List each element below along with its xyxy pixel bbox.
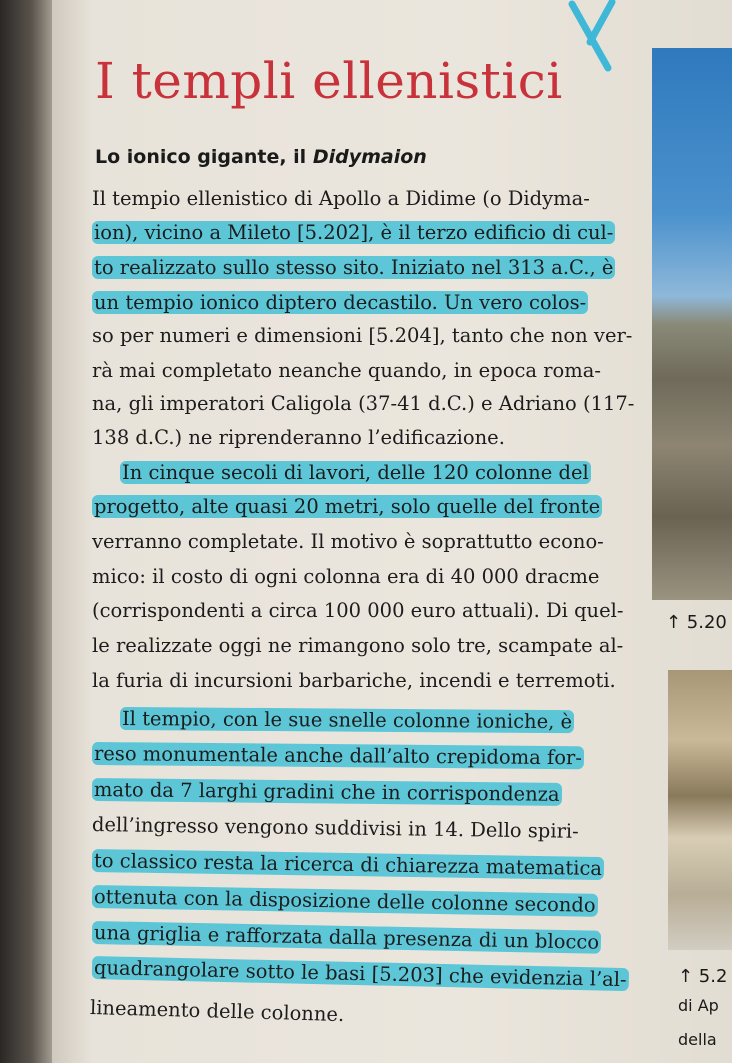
caption-fragment-1: di Ap	[678, 996, 719, 1015]
body-line-text: ion), vicino a Mileto [5.202], è il terzo edificio di cul-	[94, 221, 614, 244]
column-detail-photo	[668, 670, 732, 950]
body-line-text: ottenuta con la disposizione delle colonne secondo	[93, 885, 596, 917]
body-line	[92, 529, 632, 555]
temple-photo	[652, 48, 732, 600]
body-line	[92, 358, 632, 384]
body-line-text: to realizzato sullo stesso sito. Iniziato nel 313 a.C., è	[94, 256, 614, 279]
body-line	[92, 668, 632, 694]
body-line-text: na, gli imperatori Caligola (37-41 d.C.) e Adriano (117-	[92, 392, 635, 415]
body-line-text: reso monumentale anche dall’alto crepidoma for-	[93, 742, 583, 770]
body-line	[92, 255, 632, 281]
body-line-text: to classico resta la ricerca di chiarezza matematica	[93, 849, 603, 881]
figure-ref-520: ↑ 5.20	[666, 612, 727, 633]
body-line-text: verranno completate. Il motivo è soprattutto econo-	[92, 530, 604, 553]
body-line-text: le realizzate oggi ne rimangono solo tre, scampate al-	[92, 634, 624, 657]
body-line	[120, 460, 660, 486]
body-line-text: 138 d.C.) ne riprenderanno l’edificazione.	[92, 426, 505, 449]
subtitle-plain: Lo ionico gigante, il	[95, 146, 313, 168]
body-line	[92, 290, 632, 316]
body-line-text: rà mai completato neanche quando, in epoca roma-	[92, 359, 601, 382]
body-line	[120, 706, 660, 736]
body-line	[92, 391, 635, 417]
body-line-text: la furia di incursioni barbariche, incendi e terremoti.	[92, 669, 616, 692]
body-line-text: dell’ingresso vengono suddivisi in 14. Dello spiri-	[91, 813, 579, 843]
body-line-text: In cinque secoli di lavori, delle 120 colonne del	[122, 461, 589, 484]
body-line-text: lineamento delle colonne.	[89, 996, 345, 1027]
body-line-text: quadrangolare sotto le basi [5.203] che evidenzia l’al-	[93, 956, 627, 992]
book-spine-shadow	[0, 0, 58, 1063]
body-line	[92, 425, 632, 451]
body-line-text: un tempio ionico diptero decastilo. Un vero colos-	[94, 291, 587, 314]
body-line	[92, 220, 632, 246]
body-line	[92, 633, 632, 659]
body-line	[92, 741, 632, 772]
body-line-text: (corrispondenti a circa 100 000 euro attuali). Di quel-	[92, 599, 624, 622]
body-line-text: mato da 7 larghi gradini che in corrispondenza	[93, 778, 560, 806]
subtitle-italic: Didymaion	[312, 146, 427, 168]
body-line	[92, 323, 632, 349]
body-line	[92, 598, 632, 624]
section-subtitle	[95, 146, 427, 168]
body-line-text: una griglia e rafforzata dalla presenza di un blocco	[93, 921, 600, 954]
body-line-text: Il tempio, con le sue snelle colonne ioniche, è	[121, 707, 573, 734]
body-line	[92, 494, 632, 520]
body-line-text: mico: il costo di ogni colonna era di 40 000 dracme	[92, 565, 600, 588]
caption-fragment-2: della	[678, 1030, 717, 1049]
chapter-title: I templi ellenistici	[95, 52, 563, 110]
body-line	[92, 186, 632, 212]
body-line-text: so per numeri e dimensioni [5.204], tanto che non ver-	[92, 324, 633, 347]
handwritten-x-mark	[560, 0, 630, 80]
body-line-text: Il tempio ellenistico di Apollo a Didime (o Didyma-	[92, 187, 590, 210]
body-line	[92, 564, 632, 590]
figure-ref-52: ↑ 5.2	[678, 966, 728, 987]
body-line-text: progetto, alte quasi 20 metri, solo quelle del fronte	[94, 495, 601, 518]
